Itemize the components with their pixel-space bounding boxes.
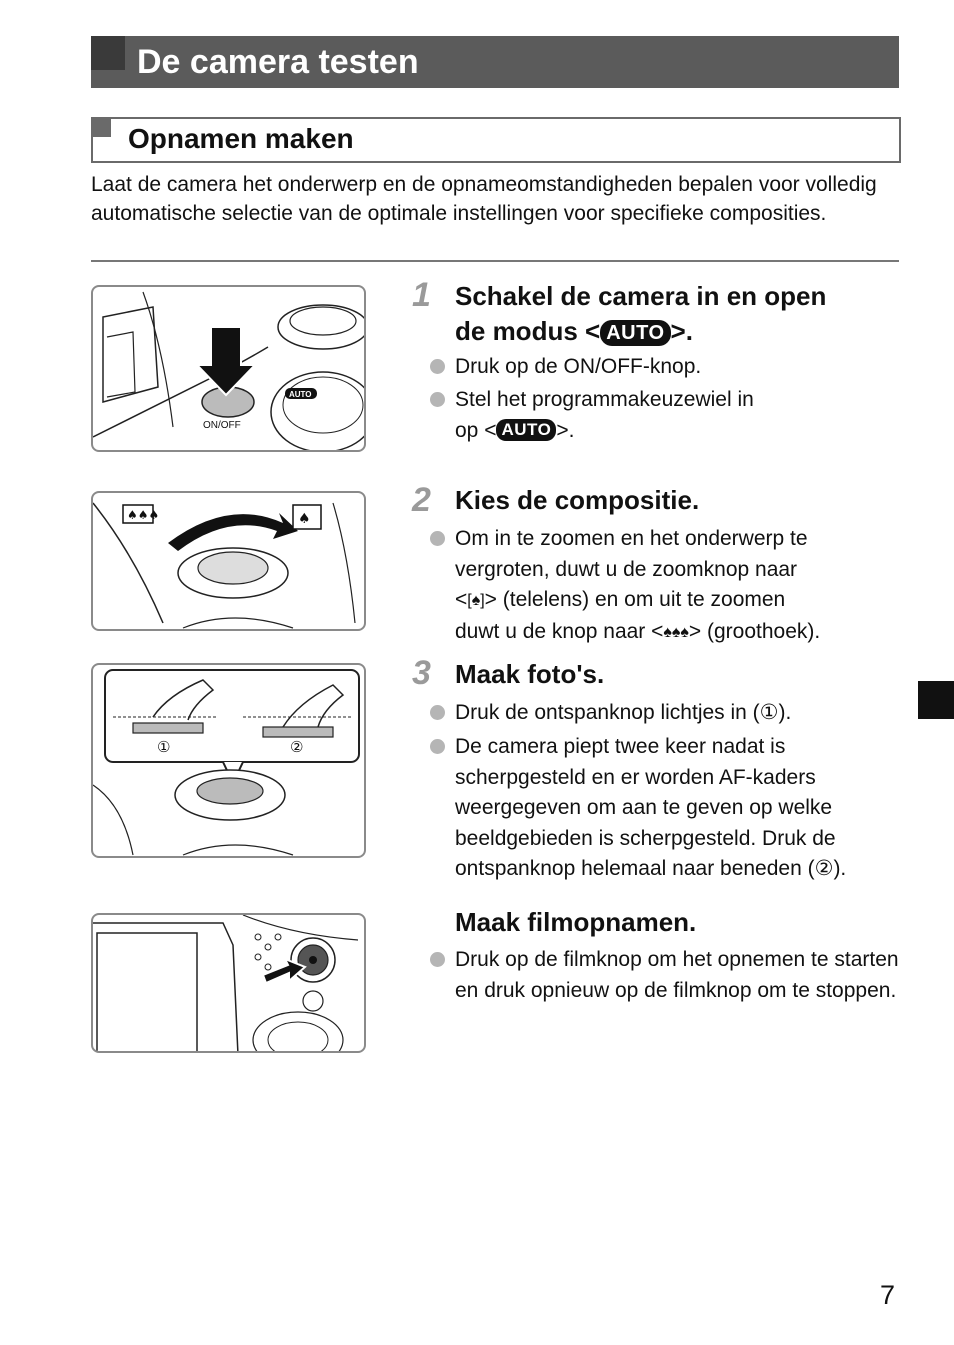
step-number: 2: [412, 481, 431, 519]
bullet-icon: [430, 392, 445, 407]
illustration-power-button: [91, 285, 366, 452]
intro-paragraph: Laat de camera het onderwerp en de opnameomstandigheden bepalen voor volledig automatische selectie van de optimale instellingen voor specifieke composities.: [91, 173, 877, 225]
circled-one-icon: ①: [157, 738, 171, 756]
chapter-title: De camera testen: [137, 43, 419, 81]
section-title: Opnamen maken: [128, 123, 354, 154]
zoom-arrow-icon: [168, 513, 298, 551]
divider: [91, 260, 899, 262]
circled-two-icon: ②: [814, 857, 834, 880]
section-marker: [91, 117, 111, 137]
bullet-icon: [430, 739, 445, 754]
step-title: Kies de compositie.: [455, 485, 700, 515]
svg-text:♠: ♠: [298, 511, 311, 527]
chapter-marker: [91, 36, 125, 70]
chapter-side-tab: [918, 681, 954, 719]
step-number: 3: [412, 654, 431, 692]
bullet-icon: [430, 359, 445, 374]
step-title: Maak filmopnamen.: [455, 907, 697, 937]
arrow-down-icon: [197, 327, 255, 395]
circled-one-icon: ①: [759, 701, 779, 724]
step-number: 1: [412, 276, 431, 314]
page-number: 7: [880, 1280, 896, 1310]
bullet-icon: [430, 531, 445, 546]
illustration-zoom-lever: [91, 491, 366, 631]
auto-mode-icon: AUTO: [496, 419, 556, 441]
bullet-item: De camera piept twee keer nadat is scherpgesteld en er worden AF-kaders weergegeven om aan te geven op welke beeldgebieden is scherpgesteld. Druk de ontspanknop helemaal naar beneden (②).: [430, 732, 890, 885]
illustration-shutter-button: [91, 663, 366, 858]
auto-mode-icon: AUTO: [600, 320, 670, 346]
svg-text:♠♠♠: ♠♠♠: [127, 508, 160, 522]
bullet-item: Druk op de ON/OFF-knop.: [430, 352, 900, 383]
telephoto-icon: [♠]: [467, 592, 485, 609]
step-title: Maak foto's.: [455, 659, 605, 689]
bullet-item: Druk op de filmknop om het opnemen te starten en druk opnieuw op de filmknop om te stoppen.: [430, 945, 900, 1006]
bullet-item: Stel het programmakeuzewiel in op < AUTO >.: [430, 385, 900, 446]
bullet-icon: [430, 705, 445, 720]
svg-text:ON/OFF: ON/OFF: [203, 420, 241, 431]
svg-text:AUTO: AUTO: [289, 390, 312, 399]
circled-two-icon: ②: [290, 738, 304, 756]
step-title: Schakel de camera in en open de modus < AUTO >.: [455, 281, 827, 346]
wide-angle-icon: ♠♠♠: [663, 623, 689, 641]
bullet-icon: [430, 952, 445, 967]
bullet-item: Om in te zoomen en het onderwerp te vergroten, duwt u de zoomknop naar <[♠]> (telelens) en om uit te zoomen duwt u de knop naar <♠♠♠> (groothoek).: [430, 524, 900, 648]
illustration-movie-button: [91, 913, 366, 1053]
bullet-item: Druk de ontspanknop lichtjes in (①).: [430, 698, 900, 729]
